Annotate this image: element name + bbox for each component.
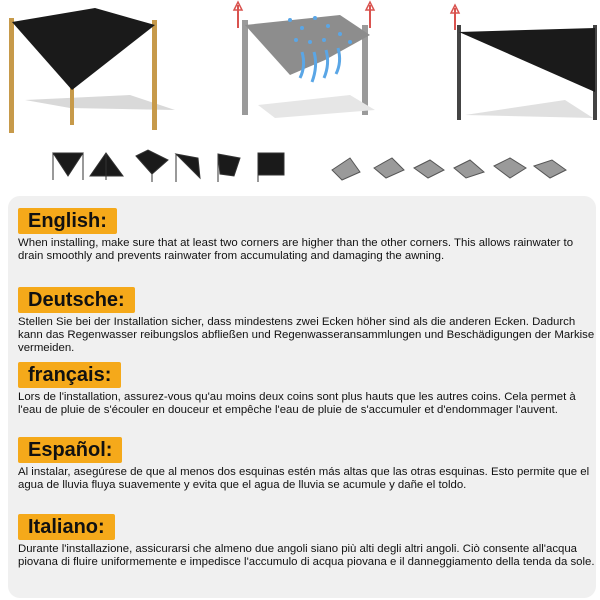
triangle-sail-illustration — [445, 0, 600, 140]
sail-shape-icons — [48, 148, 298, 184]
instruction-text-french: Lors de l'installation, assurez-vous qu'au moins deux coins sont plus hauts que les autres coins. Cela permet à l'eau de pluie de s'écouler en douceur et empêche l'eau de pluie de s'accumuler et d'endommager l'auvent. — [18, 391, 576, 417]
instruction-text-english: When installing, make sure that at least two corners are higher than the other corners. This allows rainwater to drain smoothly and prevents rainwater from accumulating and damaging the awning. — [18, 237, 574, 263]
section-german — [18, 287, 598, 356]
section-spanish — [18, 437, 598, 492]
installation-illustrations — [0, 0, 600, 195]
shade-sail — [459, 28, 595, 92]
instruction-text-german: Stellen Sie bei der Installation sicher, dass mindestens zwei Ecken höher sind als die anderen Ecken. Dadurch kann das Regenwasser reibungslos abfließen und Regenwasseransammlungen und Beschädigungen der Markise vermeiden. — [18, 316, 595, 355]
shade-sail — [12, 8, 155, 90]
language-label-german: Deutsche: — [18, 287, 135, 313]
section-french — [18, 362, 598, 417]
section-italian — [18, 514, 598, 569]
shade-sail — [245, 15, 370, 75]
instruction-text-italian: Durante l'installazione, assicurarsi che almeno due angoli siano più alti degli altri angoli. Ciò consente all'acqua piovana di fluire uniformemente e impedisce l'accumulo di acqua piovana e il danneggiamento della tenda da sole. — [18, 543, 595, 569]
pole-right — [152, 20, 157, 130]
square-sail-illustration — [0, 0, 175, 140]
rain-drainage-illustration — [230, 0, 390, 140]
instruction-text-spanish: Al instalar, asegúrese de que al menos dos esquinas estén más altas que las otras esquinas. Esto permite que el agua de lluvia fluya suavemente y evita que el agua de lluvia se acumule y dañe el toldo. — [18, 466, 590, 492]
pole-left — [9, 18, 14, 133]
language-label-english: English: — [18, 208, 117, 234]
language-label-spanish: Español: — [18, 437, 122, 463]
language-label-italian: Italiano: — [18, 514, 115, 540]
language-label-french: français: — [18, 362, 121, 388]
section-english — [18, 208, 598, 263]
mounting-icons — [330, 150, 570, 182]
